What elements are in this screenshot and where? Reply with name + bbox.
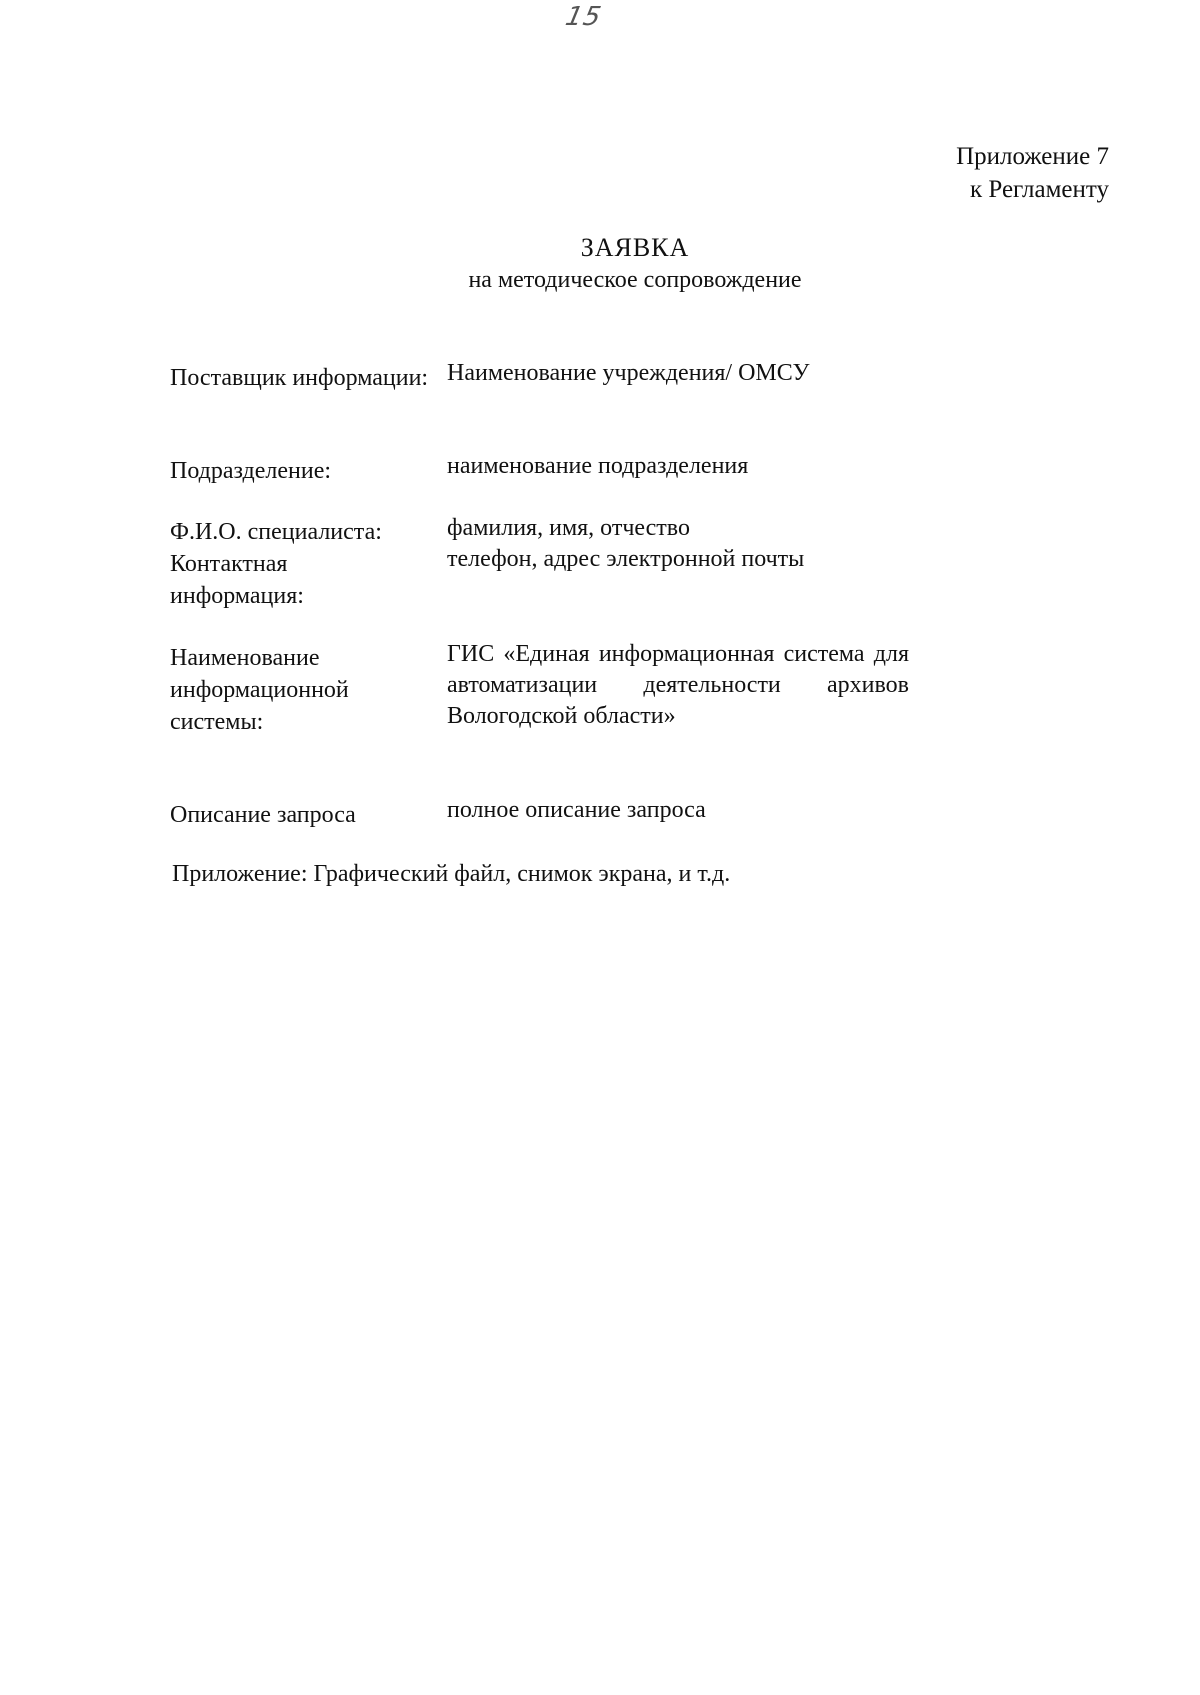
document-subtitle: на методическое сопровождение — [468, 267, 802, 293]
value-request-description: полное описание запроса — [447, 797, 706, 823]
value-specialist-name: фамилия, имя, отчество — [447, 515, 690, 541]
appendix-line-1: Приложение 7 — [956, 143, 1109, 170]
handwritten-page-number: 15 — [562, 2, 605, 32]
appendix-reference — [709, 140, 1109, 206]
attachment-note: Приложение: Графический файл, снимок экрана, и т.д. — [172, 861, 731, 887]
value-department: наименование подразделения — [447, 453, 749, 479]
value-information-system: ГИС «Единая информационная система для автоматизации деятельности архивов Вологодской области» — [447, 641, 909, 729]
value-information-provider: Наименование учреждения/ ОМСУ — [447, 360, 810, 386]
label-information-system: Наименование информационной системы: — [170, 645, 349, 735]
document-header — [0, 232, 1200, 296]
label-information-provider: Поставщик информации: — [170, 365, 429, 391]
value-contact-info: телефон, адрес электронной почты — [447, 546, 805, 572]
label-specialist-name: Ф.И.О. специалиста: — [170, 519, 382, 545]
label-department: Подразделение: — [170, 458, 332, 484]
label-contact-info: Контактная информация: — [170, 551, 304, 609]
document-title: ЗАЯВКА — [580, 233, 690, 262]
label-request-description: Описание запроса — [170, 802, 356, 828]
appendix-line-2: к Регламенту — [969, 176, 1109, 203]
